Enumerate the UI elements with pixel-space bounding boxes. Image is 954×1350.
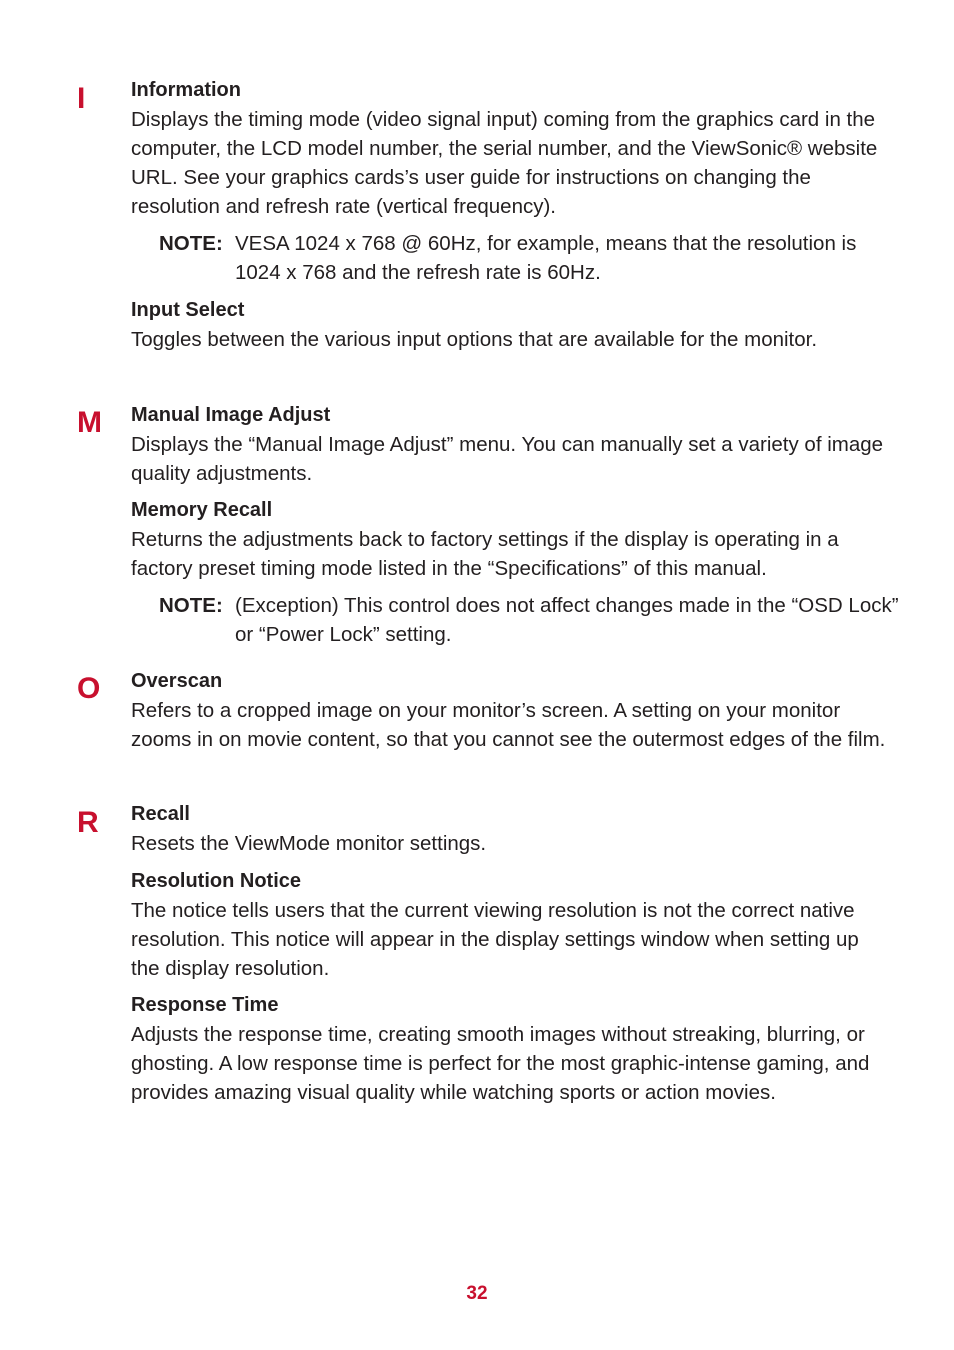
term-description: Toggles between the various input options that are available for the monitor. bbox=[131, 328, 818, 351]
term-description: Displays the timing mode (video signal input) coming from the graphics card in the computer, the LCD model number, the serial number, and the ViewSonic® website URL. See your graphics cards’s user guide for instructions on changing the resolution and refresh rate (vertical frequency). bbox=[131, 108, 878, 218]
page-number: 32 bbox=[466, 1283, 488, 1304]
entry-information bbox=[131, 76, 891, 221]
entry-overscan bbox=[131, 667, 891, 754]
term-title: Manual Image Adjust bbox=[131, 404, 331, 426]
entry-response-time bbox=[131, 991, 891, 1107]
term-title: Resolution Notice bbox=[131, 870, 302, 892]
note-text: VESA 1024 x 768 @ 60Hz, for example, means that the resolution is 1024 x 768 and the refresh rate is 60Hz. bbox=[235, 232, 857, 284]
section-letter-m: M bbox=[77, 406, 102, 439]
term-title: Response Time bbox=[131, 994, 279, 1016]
note-information bbox=[159, 229, 899, 287]
term-title: Information bbox=[131, 79, 241, 101]
section-letter-o: O bbox=[77, 672, 101, 705]
entry-recall bbox=[131, 800, 891, 858]
note-label: NOTE: bbox=[159, 232, 223, 255]
term-description: Returns the adjustments back to factory settings if the display is operating in a factory preset timing mode listed in the “Specifications” of this manual. bbox=[131, 528, 839, 580]
entry-input-select bbox=[131, 296, 891, 354]
entry-resolution-notice bbox=[131, 867, 891, 983]
note-memory-recall bbox=[159, 591, 899, 649]
entry-manual-image-adjust bbox=[131, 401, 891, 488]
term-description: The notice tells users that the current viewing resolution is not the correct native resolution. This notice will appear in the display settings window when setting up the display resolution. bbox=[131, 899, 859, 980]
term-description: Refers to a cropped image on your monitor’s screen. A setting on your monitor zooms in on movie content, so that you cannot see the outermost edges of the film. bbox=[131, 699, 886, 751]
term-description: Displays the “Manual Image Adjust” menu. You can manually set a variety of image quality adjustments. bbox=[131, 433, 884, 485]
entry-memory-recall bbox=[131, 496, 891, 583]
term-description: Adjusts the response time, creating smooth images without streaking, blurring, or ghosting. A low response time is perfect for the most graphic-intense gaming, and provides amazing visual quality while watching sports or action movies. bbox=[131, 1023, 870, 1104]
term-title: Input Select bbox=[131, 299, 245, 321]
section-letter-i: I bbox=[77, 82, 86, 115]
section-letter-r: R bbox=[77, 806, 99, 839]
term-description: Resets the ViewMode monitor settings. bbox=[131, 832, 487, 855]
term-title: Recall bbox=[131, 803, 190, 825]
term-title: Memory Recall bbox=[131, 499, 273, 521]
note-label: NOTE: bbox=[159, 594, 223, 617]
term-title: Overscan bbox=[131, 670, 223, 692]
note-text: (Exception) This control does not affect changes made in the “OSD Lock” or “Power Lock” setting. bbox=[235, 594, 899, 646]
